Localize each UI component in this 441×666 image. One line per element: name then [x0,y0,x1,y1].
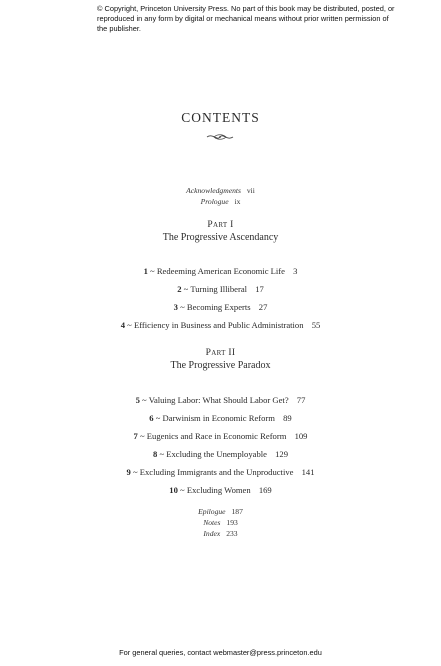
chapter-entry-2[interactable] [0,284,441,294]
chapter-separator: ~ [150,266,155,276]
part-title: The Progressive Ascendancy [162,232,279,243]
back-matter-label: Index [203,529,221,538]
chapter-number: 7 [133,431,138,441]
chapter-page: 27 [258,302,268,312]
chapter-entry-6[interactable] [0,413,441,423]
chapter-title: Excluding Immigrants and the Unproductive [139,467,294,477]
footer-contact: For general queries, contact webmaster@press.princeton.edu [119,648,322,657]
chapter-number: 9 [126,467,131,477]
back-matter-page: 193 [226,518,238,527]
chapter-title: Redeeming American Economic Life [156,266,285,276]
front-matter-acknowledgments [0,186,441,195]
chapter-title: Valuing Labor: What Should Labor Get? [148,395,289,405]
back-matter-page: 187 [231,507,243,516]
front-matter-prologue [0,197,441,206]
chapter-entry-9[interactable] [0,467,441,477]
chapter-number: 2 [177,284,182,294]
back-matter-label: Epilogue [198,507,226,516]
front-matter-label: Acknowledgments [186,186,241,195]
front-matter-page: ix [234,197,241,206]
chapter-page: 109 [294,431,308,441]
chapter-page: 89 [283,413,292,423]
chapter-entry-5[interactable] [0,395,441,405]
chapter-separator: ~ [155,413,161,423]
chapter-title: Excluding Women [186,485,251,495]
chapter-page: 3 [293,266,298,276]
chapter-separator: ~ [183,284,189,294]
back-matter-notes [0,518,441,527]
part-number: Part I [207,220,234,230]
chapter-page: 17 [255,284,264,294]
chapter-title: Becoming Experts [186,302,251,312]
chapter-title: Eugenics and Race in Economic Reform [146,431,287,441]
chapter-number: 8 [152,449,158,459]
copyright-notice: © Copyright, Princeton University Press. No part of this book may be distributed, posted, or reproduced in any form by digital or mechanical means without prior written permission of the publisher. [97,4,395,33]
chapter-title: Darwinism in Economic Reform [162,413,275,423]
part-title: The Progressive Paradox [170,360,271,371]
chapter-page: 141 [301,467,315,477]
chapter-entry-8[interactable] [0,449,441,459]
chapter-separator: ~ [180,485,185,495]
chapter-entry-1[interactable] [0,266,441,276]
chapter-number: 5 [135,395,140,405]
chapter-entry-10[interactable] [0,485,441,495]
chapter-separator: ~ [139,431,145,441]
front-matter-label: Prologue [200,197,229,206]
back-matter-label: Notes [203,518,221,527]
part-heading-2 [0,348,441,371]
back-matter-epilogue [0,507,441,516]
fleuron-ornament-icon [205,132,235,142]
chapter-separator: ~ [159,449,165,459]
chapter-title: Turning Illiberal [190,284,248,294]
chapter-separator: ~ [180,302,185,312]
chapter-page: 129 [275,449,289,459]
back-matter-index [0,529,441,538]
chapter-page: 55 [311,320,321,330]
chapter-page: 77 [296,395,306,405]
part-number: Part II [205,348,236,358]
chapter-number: 6 [149,413,154,423]
chapter-separator: ~ [127,320,132,330]
chapter-entry-3[interactable] [0,302,441,312]
chapter-number: 4 [120,320,125,330]
chapter-number: 1 [143,266,148,276]
chapter-number: 10 [169,485,178,495]
back-matter-page: 233 [226,529,238,538]
part-heading-1 [0,220,441,243]
contents-title: CONTENTS [181,110,260,125]
chapter-separator: ~ [132,467,138,477]
chapter-page: 169 [258,485,272,495]
chapter-title: Excluding the Unemployable [166,449,267,459]
chapter-title: Efficiency in Business and Public Administration [133,320,304,330]
chapter-separator: ~ [142,395,147,405]
chapter-entry-7[interactable] [0,431,441,441]
front-matter-page: vii [246,186,255,195]
chapter-number: 3 [173,302,178,312]
chapter-entry-4[interactable] [0,320,441,330]
